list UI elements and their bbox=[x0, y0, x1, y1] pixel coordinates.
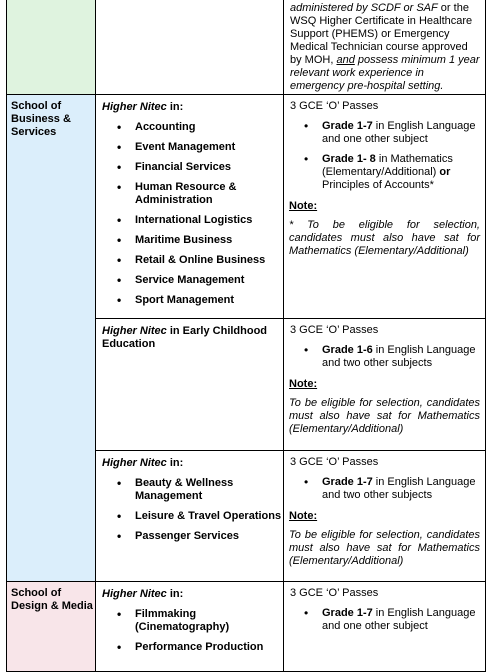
title-suffix: in Early Childhood Education bbox=[102, 325, 268, 350]
requirement-detail: in English Language and two other subjects bbox=[322, 476, 476, 501]
requirement-detail: in English Language and one other subject bbox=[322, 120, 476, 145]
course-item: • Passenger Services bbox=[96, 530, 283, 543]
title-suffix: in: bbox=[166, 588, 184, 600]
course-item: • Beauty & Wellness Management bbox=[96, 477, 283, 503]
programme-title bbox=[96, 319, 283, 351]
business-requirement-cell-1 bbox=[284, 95, 485, 318]
requirement-list bbox=[284, 607, 485, 633]
title-suffix: in: bbox=[166, 101, 184, 113]
row-divider bbox=[6, 581, 486, 582]
programme-title bbox=[96, 582, 283, 601]
course-list bbox=[96, 608, 283, 654]
business-programme-cell-2 bbox=[96, 319, 283, 450]
higher-nitec-label: Higher Nitec bbox=[102, 457, 167, 469]
course-item: • Filmmaking (Cinematography) bbox=[96, 608, 283, 634]
requirement-heading: 3 GCE ‘O’ Passes bbox=[290, 587, 379, 599]
requirement-list bbox=[284, 476, 485, 502]
programme-title bbox=[96, 95, 283, 114]
design-school-cell bbox=[6, 582, 95, 672]
requirement-item bbox=[284, 607, 485, 633]
course-item: • Human Resource & Administration bbox=[96, 181, 283, 207]
note-label: Note: bbox=[289, 510, 318, 522]
design-school-label: School of Design & Media bbox=[11, 587, 93, 612]
business-school-cell bbox=[6, 95, 95, 581]
course-item: • International Logistics bbox=[96, 214, 283, 227]
requirements-table bbox=[6, 0, 486, 672]
top-row-requirement-cell bbox=[284, 0, 485, 94]
requirement-item bbox=[284, 476, 485, 502]
row-divider bbox=[95, 450, 486, 451]
requirement-detail: in Mathematics (Elementary/Additional) bbox=[322, 153, 453, 178]
top-row-requirement-text bbox=[284, 0, 485, 93]
top-text-3: possess minimum 1 year relevant work experience in emergency pre-hospital setting. bbox=[290, 54, 480, 92]
higher-nitec-label: Higher Nitec bbox=[102, 325, 167, 337]
requirement-detail: Principles of Accounts* bbox=[322, 179, 434, 191]
course-item: • Financial Services bbox=[96, 161, 283, 174]
grade-range: Grade 1-7 bbox=[322, 476, 373, 488]
row-divider bbox=[6, 94, 486, 95]
requirement-item bbox=[284, 153, 485, 192]
higher-nitec-label: Higher Nitec bbox=[102, 588, 167, 600]
grade-range: Grade 1-7 bbox=[322, 120, 373, 132]
requirement-list bbox=[284, 120, 485, 192]
top-text-2: or the WSQ Higher Certificate in Healthcare Support (PHEMS) or Emergency Medical Technician course approved by MOH, bbox=[290, 2, 473, 66]
requirement-item bbox=[284, 344, 485, 370]
note-text: * To be eligible for selection, candidates must also have sat for Mathematics (Elementary/Additional) bbox=[289, 219, 480, 257]
note-text: To be eligible for selection, candidates must also have sat for Mathematics (Elementary/Additional) bbox=[289, 397, 480, 435]
business-requirement-cell-2 bbox=[284, 319, 485, 450]
business-school-label: School of Business & Services bbox=[11, 100, 71, 138]
requirement-heading: 3 GCE ‘O’ Passes bbox=[290, 100, 379, 112]
table-divider-1 bbox=[95, 0, 96, 672]
note-text: To be eligible for selection, candidates must also have sat for Mathematics (Elementary/Additional) bbox=[289, 529, 480, 567]
course-item: • Sport Management bbox=[96, 294, 283, 307]
higher-nitec-label: Higher Nitec bbox=[102, 101, 167, 113]
course-list bbox=[96, 121, 283, 307]
business-requirement-cell-3 bbox=[284, 451, 485, 581]
requirement-item bbox=[284, 120, 485, 146]
course-list bbox=[96, 477, 283, 543]
grade-range: Grade 1-7 bbox=[322, 607, 373, 619]
course-item: • Leisure & Travel Operations bbox=[96, 510, 283, 523]
table-border-left bbox=[6, 0, 7, 672]
requirement-list bbox=[284, 344, 485, 370]
note-label: Note: bbox=[289, 378, 318, 390]
table-border-right bbox=[485, 0, 486, 672]
course-item: • Service Management bbox=[96, 274, 283, 287]
requirement-detail: in English Language and one other subject bbox=[322, 607, 476, 632]
requirement-heading: 3 GCE ‘O’ Passes bbox=[290, 456, 379, 468]
business-programme-cell-3 bbox=[96, 451, 283, 581]
or-label: or bbox=[439, 166, 451, 178]
title-suffix: in: bbox=[166, 457, 184, 469]
top-row-school-cell bbox=[6, 0, 95, 94]
course-item: • Performance Production bbox=[96, 641, 283, 654]
business-programme-cell-1 bbox=[96, 95, 283, 318]
design-programme-cell bbox=[96, 582, 283, 672]
course-item: • Accounting bbox=[96, 121, 283, 134]
course-item: • Event Management bbox=[96, 141, 283, 154]
grade-range: Grade 1-6 bbox=[322, 344, 373, 356]
grade-range: Grade 1- 8 bbox=[322, 153, 376, 165]
course-item: • Retail & Online Business bbox=[96, 254, 283, 267]
requirement-heading: 3 GCE ‘O’ Passes bbox=[290, 324, 379, 336]
course-item: • Maritime Business bbox=[96, 234, 283, 247]
top-text-1: administered by SCDF or SAF bbox=[290, 2, 438, 14]
row-divider bbox=[95, 318, 486, 319]
design-requirement-cell bbox=[284, 582, 485, 672]
top-text-and: and bbox=[336, 54, 355, 66]
programme-title bbox=[96, 451, 283, 470]
table-divider-2 bbox=[283, 0, 284, 672]
note-label: Note: bbox=[289, 200, 318, 212]
requirement-detail: in English Language and two other subjects bbox=[322, 344, 476, 369]
